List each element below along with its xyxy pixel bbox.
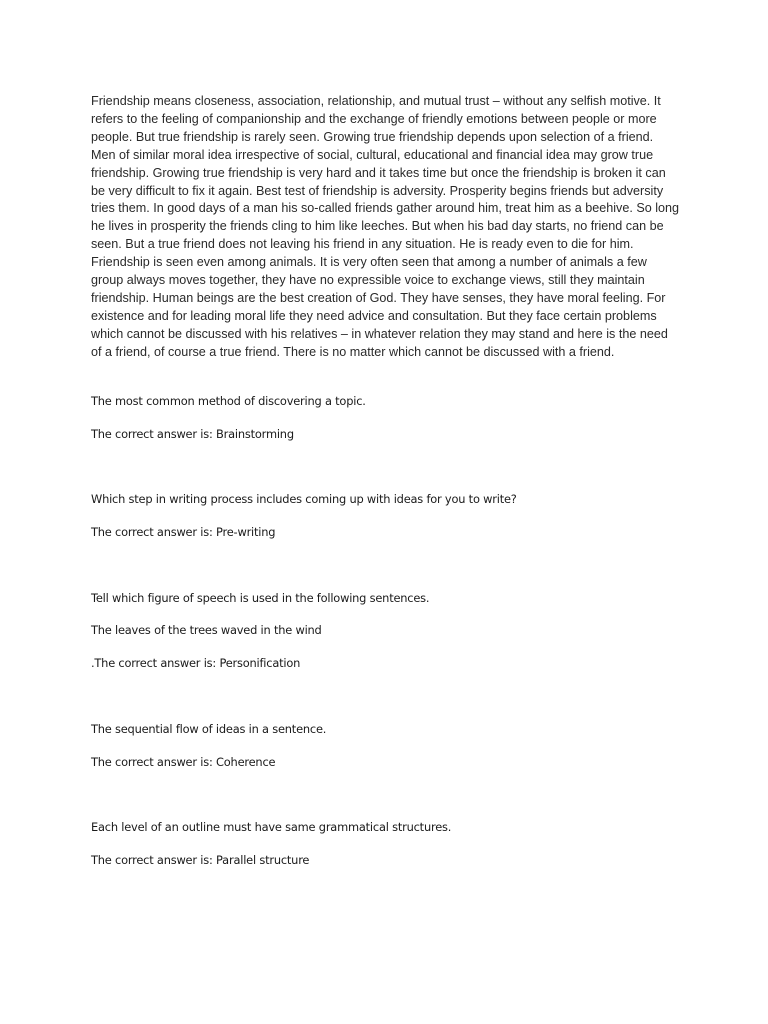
question-3-example: The leaves of the trees waved in the wind <box>91 623 322 637</box>
question-2: Which step in writing process includes coming up with ideas for you to write? <box>91 492 517 506</box>
answer-5: The correct answer is: Parallel structure <box>91 853 310 867</box>
question-1: The most common method of discovering a topic. <box>91 394 366 408</box>
question-5: Each level of an outline must have same grammatical structures. <box>91 820 452 834</box>
answer-3: .The correct answer is: Personification <box>91 656 301 670</box>
answer-2: The correct answer is: Pre-writing <box>91 525 276 539</box>
question-4: The sequential flow of ideas in a sentence. <box>91 722 327 736</box>
answer-4: The correct answer is: Coherence <box>91 755 276 769</box>
answer-1: The correct answer is: Brainstorming <box>91 427 294 441</box>
friendship-paragraph: Friendship means closeness, association, relationship, and mutual trust – without any selfish motive. It refers to the feeling of companionship and the exchange of friendly emotions between people or more people. But true friendship is rarely seen. Growing true friendship depends upon selection of a friend. Men of similar moral idea irrespective of social, cultural, educational and financial idea may grow true friendship. Growing true friendship is very hard and it takes time but once the friendship is broken it can be very difficult to fix it again. Best test of friendship is adversity. Prosperity begins friends but adversity tries them. In good days of a man his so-called friends gather around him, treat him as a beehive. So long he lives in prosperity the friends cling to him like leeches. But when his bad day starts, no friend can be seen. But a true friend does not leaving his friend in any situation. He is ready even to die for him. Friendship is seen even among animals. It is very often seen that among a number of animals a few group always moves together, they have no expressible voice to exchange views, still they maintain friendship. Human beings are the best creation of God. They have senses, they have moral feeling. For existence and for leading moral life they need advice and consultation. But they face certain problems which cannot be discussed with his relatives – in whatever relation they may stand and here is the need of a friend, of course a true friend. There is no matter which cannot be discussed with a friend. <box>91 94 680 359</box>
question-3: Tell which figure of speech is used in the following sentences. <box>91 591 430 605</box>
